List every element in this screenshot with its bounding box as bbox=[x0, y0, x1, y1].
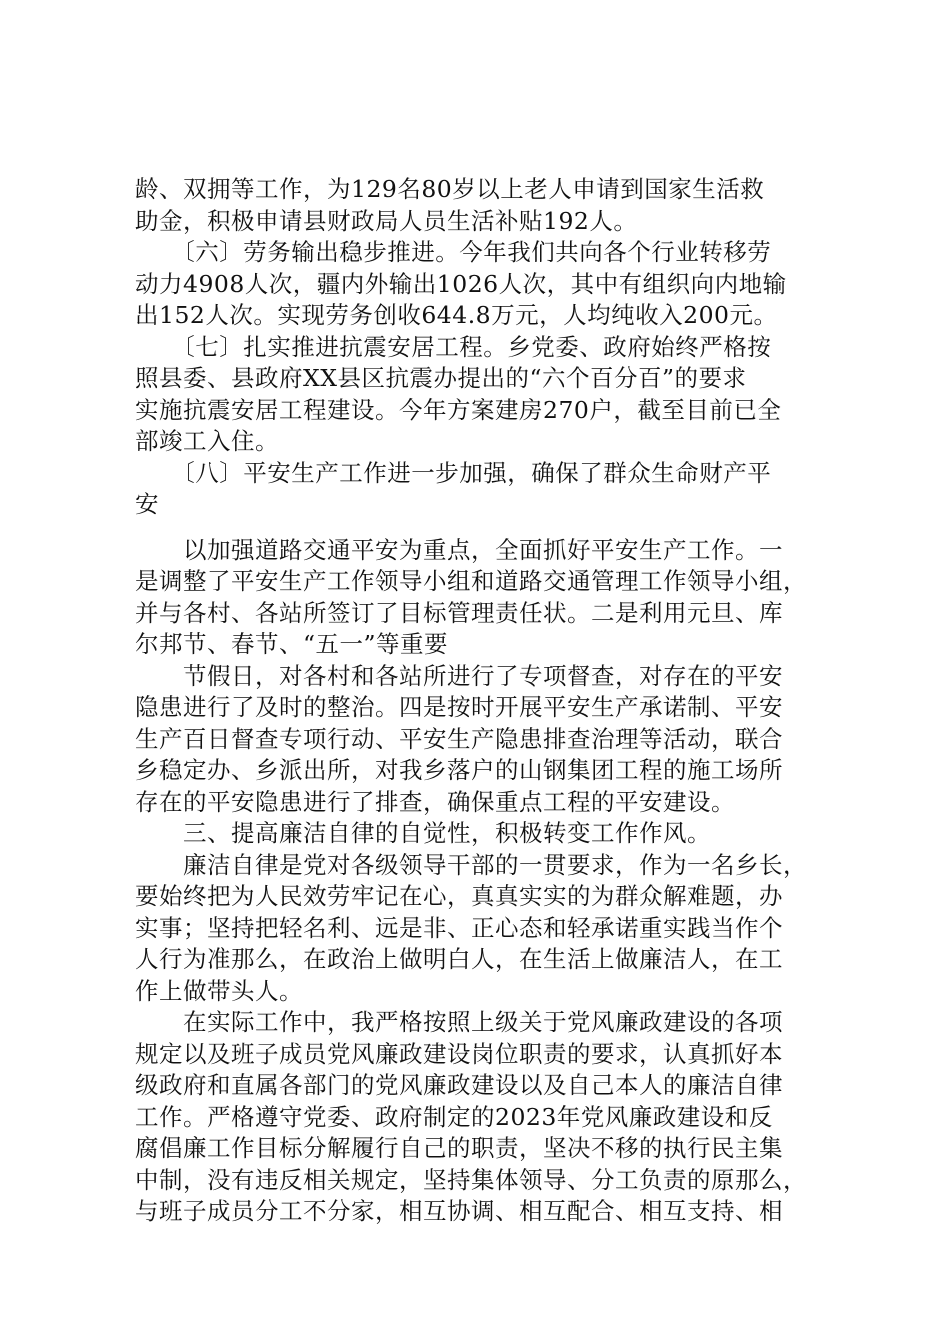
text-line: 与班子成员分工不分家，相互协调、相互配合、相互支持、相 bbox=[135, 1197, 783, 1225]
text-line: 部竣工入住。 bbox=[135, 427, 279, 455]
text-line: 是调整了平安生产工作领导小组和道路交通管理工作领导小组， bbox=[135, 567, 807, 595]
text-line: 存在的平安隐患进行了排查，确保重点工程的平安建设。 bbox=[135, 787, 735, 816]
text-line: 照县委、县政府XX县区抗震办提出的“六个百分百”的要求 bbox=[135, 364, 747, 392]
text-line: 作上做带头人。 bbox=[135, 976, 303, 1005]
text-line: 〔八〕平安生产工作进一步加强，确保了群众生命财产平 bbox=[135, 458, 772, 487]
text-line: 廉洁自律是党对各级领导干部的一贯要求，作为一名乡长， bbox=[135, 850, 807, 879]
text-line: 人行为准那么，在政治上做明白人，在生活上做廉洁人，在工 bbox=[135, 945, 783, 973]
text-line: 要始终把为人民效劳牢记在心，真真实实的为群众解难题，办 bbox=[135, 882, 783, 910]
text-line: 尔邦节、春节、“五一”等重要 bbox=[135, 630, 449, 658]
paragraph-gap bbox=[135, 521, 835, 535]
text-line: 实施抗震安居工程建设。今年方案建房270户，截至目前已全 bbox=[135, 395, 782, 424]
text-line: 出152人次。实现劳务创收644.8万元，人均纯收入200元。 bbox=[135, 301, 778, 329]
text-line: 助金，积极申请县财政局人员生活补贴192人。 bbox=[135, 206, 638, 235]
text-line: 腐倡廉工作目标分解履行自己的职责，坚决不移的执行民主集 bbox=[135, 1134, 783, 1162]
text-line: 乡稳定办、乡派出所，对我乡落户的山钢集团工程的施工场所 bbox=[135, 756, 783, 784]
text-line: 并与各村、各站所签订了目标管理责任状。二是利用元旦、库 bbox=[135, 598, 783, 627]
text-line: 〔六〕劳务输出稳步推进。今年我们共向各个行业转移劳 bbox=[135, 238, 772, 266]
body-text bbox=[135, 174, 835, 1228]
text-line: 级政府和直属各部门的党风廉政建设以及自己本人的廉洁自律 bbox=[135, 1071, 783, 1099]
text-line: 隐患进行了及时的整治。四是按时开展平安生产承诺制、平安 bbox=[135, 693, 783, 721]
text-line: 中制，没有违反相关规定，坚持集体领导、分工负责的原那么， bbox=[135, 1165, 807, 1194]
text-line: 工作。严格遵守党委、政府制定的2023年党风廉政建设和反 bbox=[135, 1102, 773, 1131]
text-line: 安 bbox=[135, 490, 159, 518]
text-line: 〔七〕扎实推进抗震安居工程。乡党委、政府始终严格按 bbox=[135, 332, 772, 361]
text-line: 节假日，对各村和各站所进行了专项督查，对存在的平安 bbox=[135, 661, 783, 690]
text-line: 以加强道路交通平安为重点，全面抓好平安生产工作。一 bbox=[135, 535, 783, 564]
text-line: 龄、双拥等工作，为129名80岁以上老人申请到国家生活救 bbox=[135, 175, 765, 203]
text-line: 在实际工作中，我严格按照上级关于党风廉政建设的各项 bbox=[135, 1008, 783, 1036]
text-line: 动力4908人次，疆内外输出1026人次，其中有组织向内地输 bbox=[135, 269, 787, 298]
text-line: 生产百日督查专项行动、平安生产隐患排查治理等活动，联合 bbox=[135, 724, 783, 753]
text-line: 实事；坚持把轻名利、远是非、正心态和轻承诺重实践当作个 bbox=[135, 913, 783, 942]
text-line: 规定以及班子成员党风廉政建设岗位职责的要求，认真抓好本 bbox=[135, 1039, 783, 1068]
section-heading: 三、提高廉洁自律的自觉性，积极转变工作作风。 bbox=[135, 819, 711, 847]
